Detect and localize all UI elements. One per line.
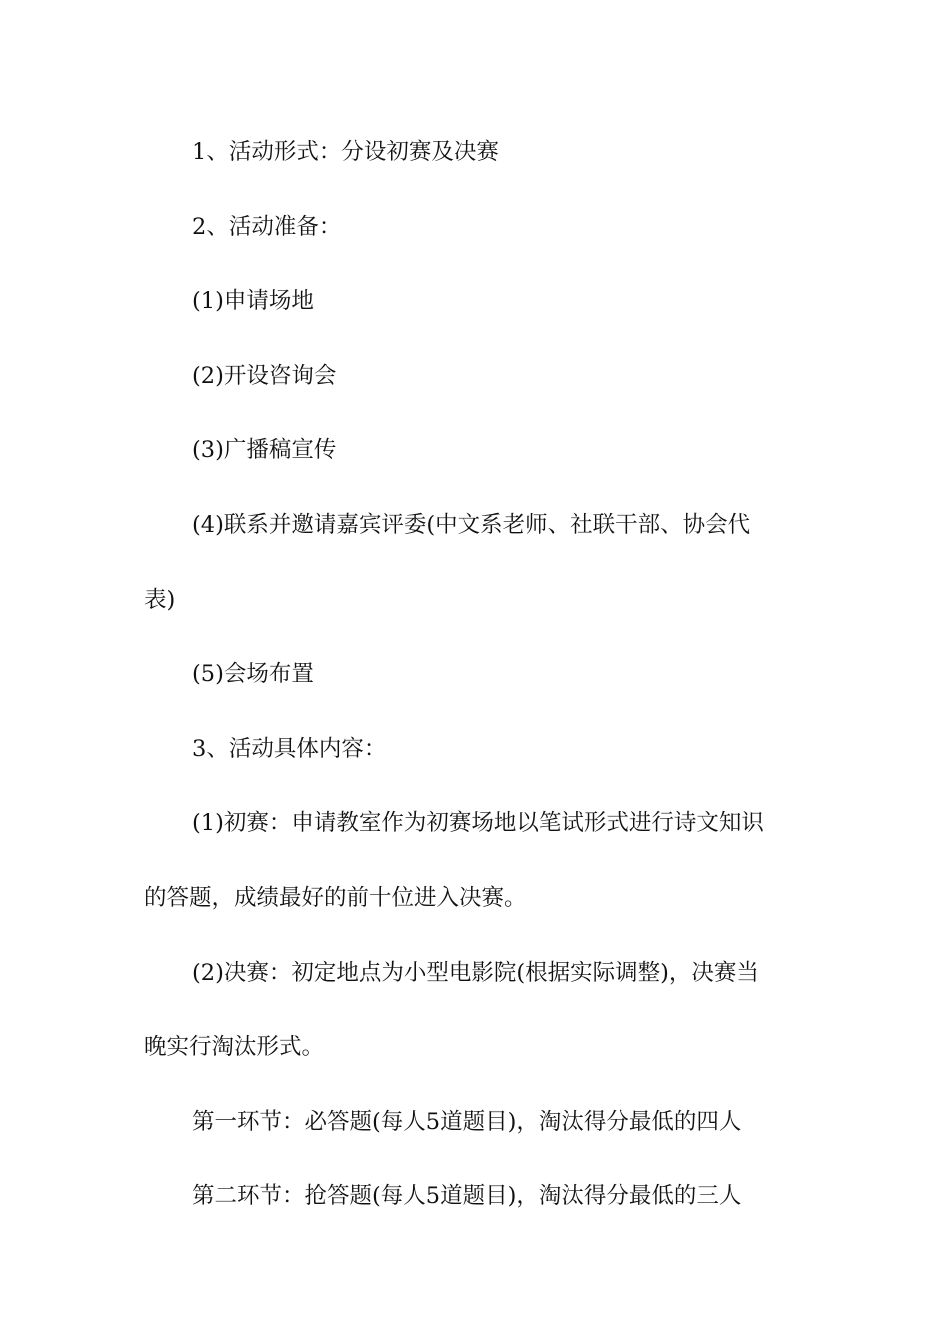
paragraph-final: (2)决赛：初定地点为小型电影院(根据实际调整)，决赛当 [192,960,759,986]
paragraph-prelim-cont: 的答题，成绩最好的前十位进入决赛。 [144,885,527,911]
list-item-setup: (5)会场布置 [192,661,314,687]
list-item-judges-cont: 表) [144,587,176,613]
list-item-judges: (4)联系并邀请嘉宾评委(中文系老师、社联干部、协会代 [192,512,751,538]
round-two: 第二环节：抢答题(每人5道题目)，淘汰得分最低的三人 [192,1183,742,1209]
list-item-consultation: (2)开设咨询会 [192,363,337,389]
paragraph-prelim: (1)初赛：申请教室作为初赛场地以笔试形式进行诗文知识 [192,810,764,836]
paragraph-final-cont: 晚实行淘汰形式。 [144,1034,325,1060]
list-item-venue: (1)申请场地 [192,288,314,314]
section-heading-content: 3、活动具体内容： [192,736,387,762]
round-one: 第一环节：必答题(每人5道题目)，淘汰得分最低的四人 [192,1109,742,1135]
section-heading-preparation: 2、活动准备： [192,214,342,240]
section-heading-format: 1、活动形式：分设初赛及决赛 [192,139,499,165]
list-item-broadcast: (3)广播稿宣传 [192,437,337,463]
